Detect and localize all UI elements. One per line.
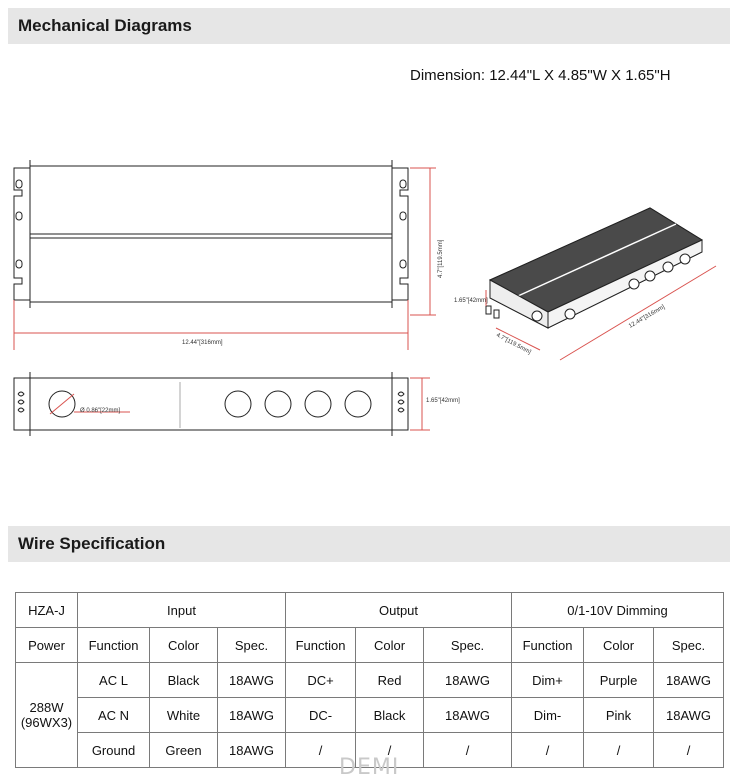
table-cell: Purple [584,663,654,698]
iso-height-label: 1.65"[42mm] [454,298,488,304]
table-cell: Dim- [512,698,584,733]
table-cell: DC+ [286,663,356,698]
column-header: Color [584,628,654,663]
table-row [16,663,724,698]
section-title: Wire Specification [18,534,166,553]
section-title: Mechanical Diagrams [18,16,192,35]
power-value-cell [16,663,78,768]
iso-width-label: 4.7"[119.5mm] [495,332,532,356]
table-cell: 18AWG [654,663,724,698]
height-label: 1.65"[42mm] [426,398,460,404]
column-header: Function [286,628,356,663]
table-cell: 18AWG [424,663,512,698]
mechanical-diagrams-header [8,8,730,44]
power-value: 288W [29,700,64,715]
column-header: Color [150,628,218,663]
table-cell: 18AWG [218,733,286,768]
table-cell: AC L [78,663,150,698]
table-cell: Black [356,698,424,733]
wire-spec-table [15,592,724,768]
column-header: Spec. [218,628,286,663]
input-group-header: Input [78,593,286,628]
table-cell: / [512,733,584,768]
column-header: Color [356,628,424,663]
power-breakdown: (96WX3) [20,715,73,730]
watermark: DEMI [339,755,400,780]
mechanical-drawings [0,150,738,440]
table-row [16,698,724,733]
iso-length-label: 12.44"[316mm] [628,304,667,330]
table-cell: Green [150,733,218,768]
side-view-drawing [14,372,408,436]
hole-diameter-label: Ø 0.86"[22mm] [80,408,121,414]
table-cell: / [356,733,424,768]
table-row [16,593,724,628]
table-cell: Red [356,663,424,698]
table-cell: / [654,733,724,768]
column-header: Spec. [654,628,724,663]
table-cell: White [150,698,218,733]
table-cell: Dim+ [512,663,584,698]
isometric-drawing [486,208,702,328]
dimension-text: Dimension: 12.44"L X 4.85"W X 1.65"H [410,67,671,84]
table-cell: 18AWG [654,698,724,733]
table-cell: AC N [78,698,150,733]
dimming-group-header: 0/1-10V Dimming [512,593,724,628]
table-cell: Pink [584,698,654,733]
power-header: Power [16,628,78,663]
wire-specification-header [8,526,730,562]
table-cell: Ground [78,733,150,768]
output-group-header: Output [286,593,512,628]
table-cell: 18AWG [218,698,286,733]
length-label: 12.44"[316mm] [182,340,223,346]
column-header: Spec. [424,628,512,663]
width-label: 4.7"[119.5mm] [438,239,444,278]
table-cell: 18AWG [424,698,512,733]
column-header: Function [512,628,584,663]
table-cell: / [286,733,356,768]
top-view-drawing [14,160,408,308]
table-cell: / [424,733,512,768]
model-cell: HZA-J [16,593,78,628]
table-cell: Black [150,663,218,698]
table-cell: / [584,733,654,768]
table-cell: DC- [286,698,356,733]
column-header: Function [78,628,150,663]
table-cell: 18AWG [218,663,286,698]
table-row [16,628,724,663]
